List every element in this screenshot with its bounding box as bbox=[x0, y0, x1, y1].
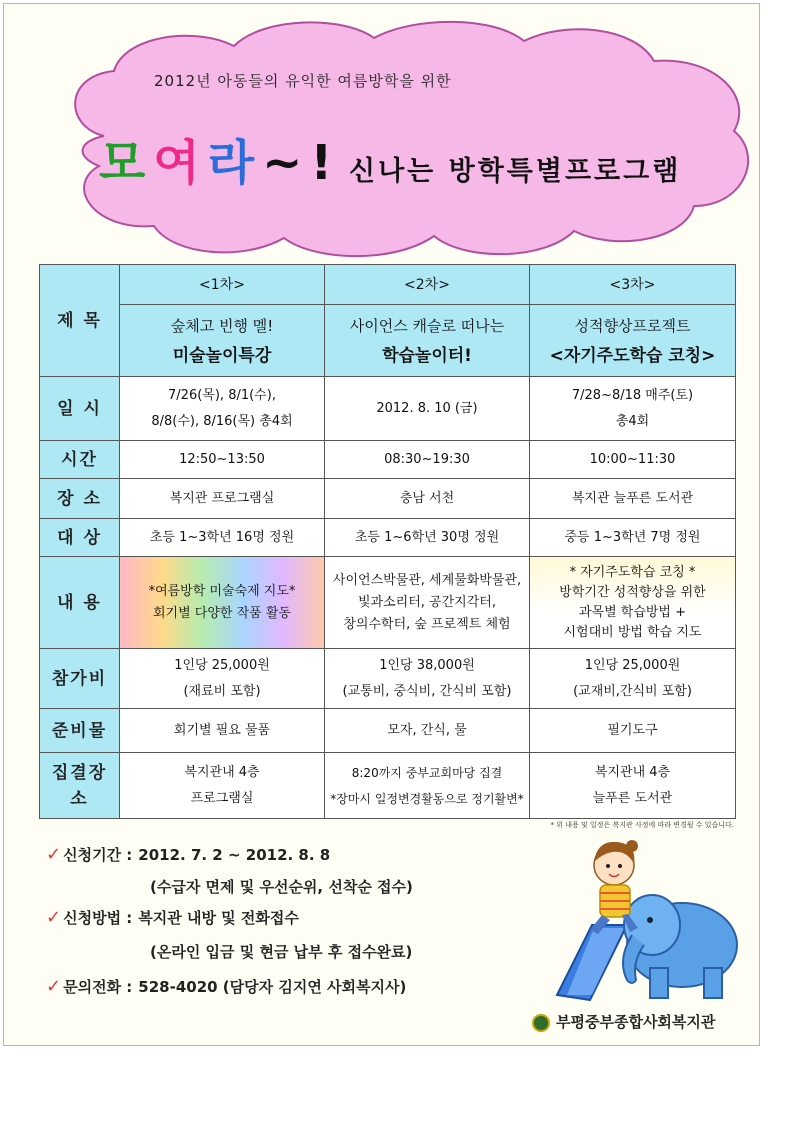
check-icon: ✓ bbox=[46, 907, 62, 928]
header-title bbox=[99, 124, 340, 193]
info-period: ✓ 신청기간 : 2012. 7. 2 ~ 2012. 8. 8 bbox=[46, 844, 331, 865]
supplies-1: 회기별 필요 물품 bbox=[120, 709, 325, 753]
table-row bbox=[40, 649, 736, 709]
place-3: 복지관 늘푸른 도서관 bbox=[530, 479, 736, 519]
table-row bbox=[40, 265, 736, 305]
schedule-note: * 위 내용 및 일정은 복지관 사정에 따라 변경될 수 있습니다. bbox=[550, 821, 734, 829]
meeting-2: 8:20까지 중부교회마당 집결 *장마시 일정변경활동으로 정기활변* bbox=[325, 753, 530, 819]
supplies-2: 모자, 간식, 물 bbox=[325, 709, 530, 753]
time-2: 08:30~19:30 bbox=[325, 441, 530, 479]
fee-2: 1인당 38,000원 (교통비, 중식비, 간식비 포함) bbox=[325, 649, 530, 709]
title-3: 성적향상프로젝트 <자기주도학습 코칭> bbox=[530, 305, 736, 377]
header-title-sub: 신나는 방학특별프로그램 bbox=[349, 156, 682, 187]
phase-3-header: <3차> bbox=[530, 265, 736, 305]
check-icon: ✓ bbox=[46, 976, 62, 997]
fee-1: 1인당 25,000원 (재료비 포함) bbox=[120, 649, 325, 709]
seal-icon bbox=[532, 1014, 550, 1032]
table-row bbox=[40, 441, 736, 479]
title-char-1: 모 bbox=[99, 135, 154, 191]
date-2: 2012. 8. 10 (금) bbox=[325, 377, 530, 441]
table-row bbox=[40, 709, 736, 753]
title-1: 숲체고 빈행 멜! 미술놀이특강 bbox=[120, 305, 325, 377]
check-icon: ✓ bbox=[46, 844, 62, 865]
content-3: * 자기주도학습 코칭 * 방학기간 성적향상을 위한 과목별 학습방법 + 시험대비 방법 학습 지도 bbox=[530, 557, 736, 649]
meeting-3: 복지관내 4층 늘푸른 도서관 bbox=[530, 753, 736, 819]
table-row bbox=[40, 753, 736, 819]
organization-name: 부평중부종합사회복지관 bbox=[532, 1011, 715, 1032]
time-3: 10:00~11:30 bbox=[530, 441, 736, 479]
info-method: ✓ 신청방법 : 복지관 내방 및 전화접수 bbox=[46, 907, 299, 928]
label-place: 장 소 bbox=[40, 479, 120, 519]
label-target: 대 상 bbox=[40, 519, 120, 557]
label-content: 내 용 bbox=[40, 557, 120, 649]
time-1: 12:50~13:50 bbox=[120, 441, 325, 479]
info-method-detail: (온라인 입금 및 현금 납부 후 접수완료) bbox=[150, 943, 413, 961]
child-on-elephant-slide-illustration bbox=[532, 830, 747, 1005]
title-char-4: ~! bbox=[262, 135, 341, 191]
label-fee: 참가비 bbox=[40, 649, 120, 709]
place-1: 복지관 프로그램실 bbox=[120, 479, 325, 519]
table-row bbox=[40, 479, 736, 519]
title-2: 사이언스 캐슬로 떠나는 학습놀이터! bbox=[325, 305, 530, 377]
place-2: 충남 서천 bbox=[325, 479, 530, 519]
date-1: 7/26(목), 8/1(수), 8/8(수), 8/16(목) 총4회 bbox=[120, 377, 325, 441]
meeting-1: 복지관내 4층 프로그램실 bbox=[120, 753, 325, 819]
table-row bbox=[40, 377, 736, 441]
label-time: 시간 bbox=[40, 441, 120, 479]
label-meeting: 집결장소 bbox=[40, 753, 120, 819]
target-2: 초등 1~6학년 30명 정원 bbox=[325, 519, 530, 557]
flyer-page bbox=[3, 3, 760, 1046]
header-subtitle: 2012년 아동들의 유익한 여름방학을 위한 bbox=[154, 72, 452, 90]
supplies-3: 필기도구 bbox=[530, 709, 736, 753]
date-3: 7/28~8/18 매주(토) 총4회 bbox=[530, 377, 736, 441]
title-char-3: 라 bbox=[207, 135, 263, 191]
fee-3: 1인당 25,000원 (교재비,간식비 포함) bbox=[530, 649, 736, 709]
table-row bbox=[40, 519, 736, 557]
label-title: 제 목 bbox=[40, 265, 120, 377]
table-row bbox=[40, 305, 736, 377]
phase-2-header: <2차> bbox=[325, 265, 530, 305]
label-supplies: 준비물 bbox=[40, 709, 120, 753]
schedule-table bbox=[39, 264, 736, 819]
table-row bbox=[40, 557, 736, 649]
info-period-detail: (수급자 면제 및 우선순위, 선착순 접수) bbox=[150, 878, 413, 896]
content-2: 사이언스박물관, 세계물화박물관, 빛과소리터, 공간지각터, 창의수학터, 숲 프로젝트 체험 bbox=[325, 557, 530, 649]
phase-1-header: <1차> bbox=[120, 265, 325, 305]
target-3: 중등 1~3학년 7명 정원 bbox=[530, 519, 736, 557]
content-1: *여름방학 미술숙제 지도* 회기별 다양한 작품 활동 bbox=[120, 557, 325, 649]
target-1: 초등 1~3학년 16명 정원 bbox=[120, 519, 325, 557]
label-date: 일 시 bbox=[40, 377, 120, 441]
info-phone: ✓ 문의전화 : 528-4020 (담당자 김지연 사회복지사) bbox=[46, 976, 407, 997]
title-char-2: 여 bbox=[153, 135, 208, 191]
